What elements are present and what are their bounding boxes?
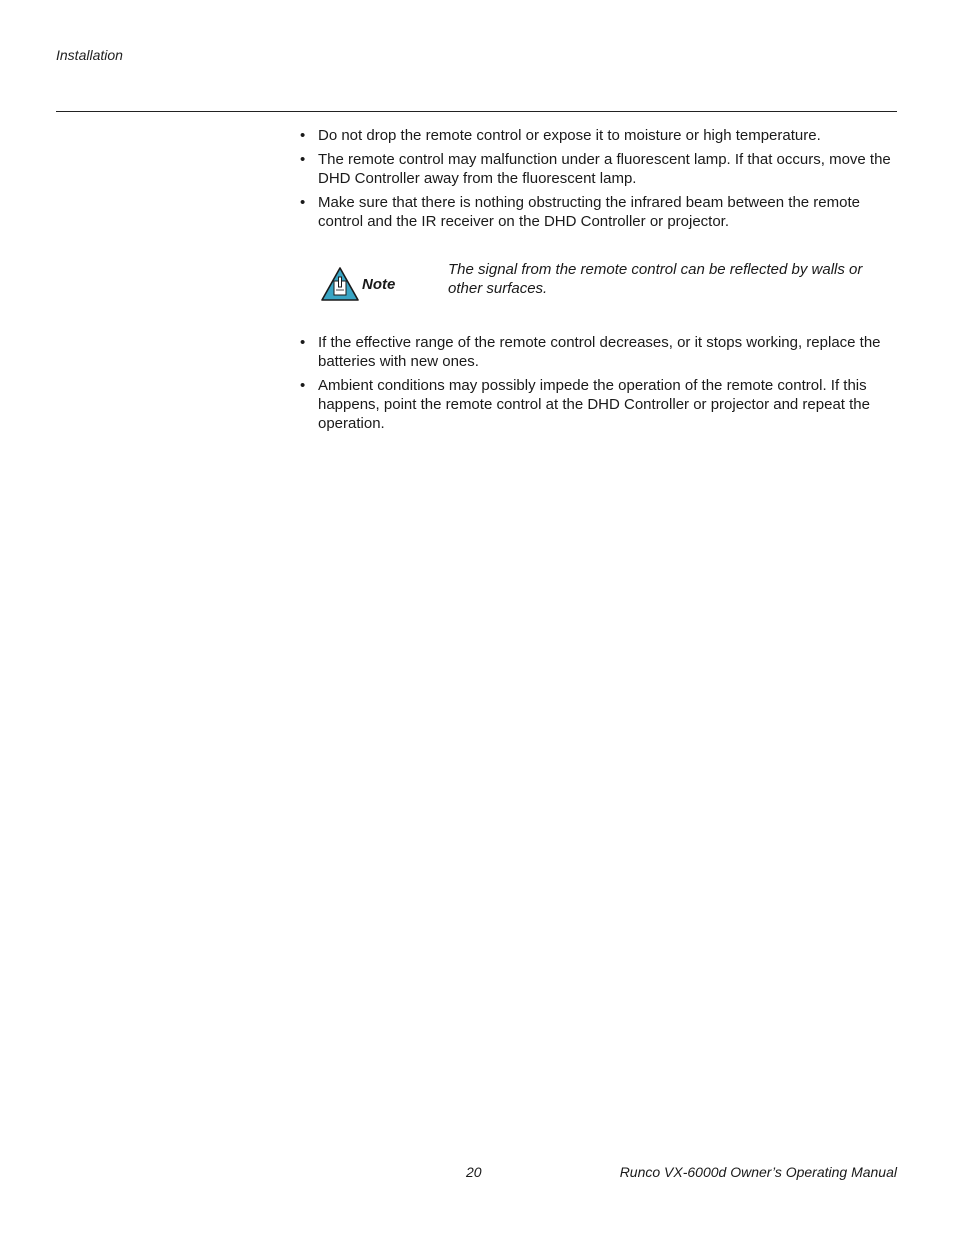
list-item-text: The remote control may malfunction under a fluorescent lamp. If that occurs, move the DHD Controller away from the fluorescent lamp. [318,151,891,187]
bullet-icon: • [300,127,306,144]
list-item-text: Ambient conditions may possibly impede the operation of the remote control. If this happens, point the remote control at the DHD Controller or projector and repeat the operation. [318,377,870,432]
list-item [300,333,898,371]
list-item [300,193,898,231]
header-rule [56,111,897,112]
footer-manual-title: Runco VX-6000d Owner’s Operating Manual [619,1164,897,1180]
note-hand-warning-icon [320,266,360,302]
list-item-text: Do not drop the remote control or expose it to moisture or high temperature. [318,127,821,144]
running-head: Installation [56,47,123,63]
list-item [300,150,898,188]
note-label: Note [362,276,396,293]
note-text: The signal from the remote control can be reflected by walls or other surfaces. [448,261,863,297]
bullet-icon: • [300,377,306,394]
bullet-icon: • [300,194,306,211]
bullet-list-top [300,126,898,236]
page-number: 20 [466,1164,482,1180]
list-item [300,126,898,145]
list-item-text: Make sure that there is nothing obstructing the infrared beam between the remote control and the IR receiver on the DHD Controller or projector. [318,194,860,230]
bullet-icon: • [300,334,306,351]
note-callout [320,260,898,306]
bullet-list-bottom [300,333,898,438]
list-item-text: If the effective range of the remote control decreases, or it stops working, replace the batteries with new ones. [318,334,881,370]
list-item [300,376,898,433]
bullet-icon: • [300,151,306,168]
